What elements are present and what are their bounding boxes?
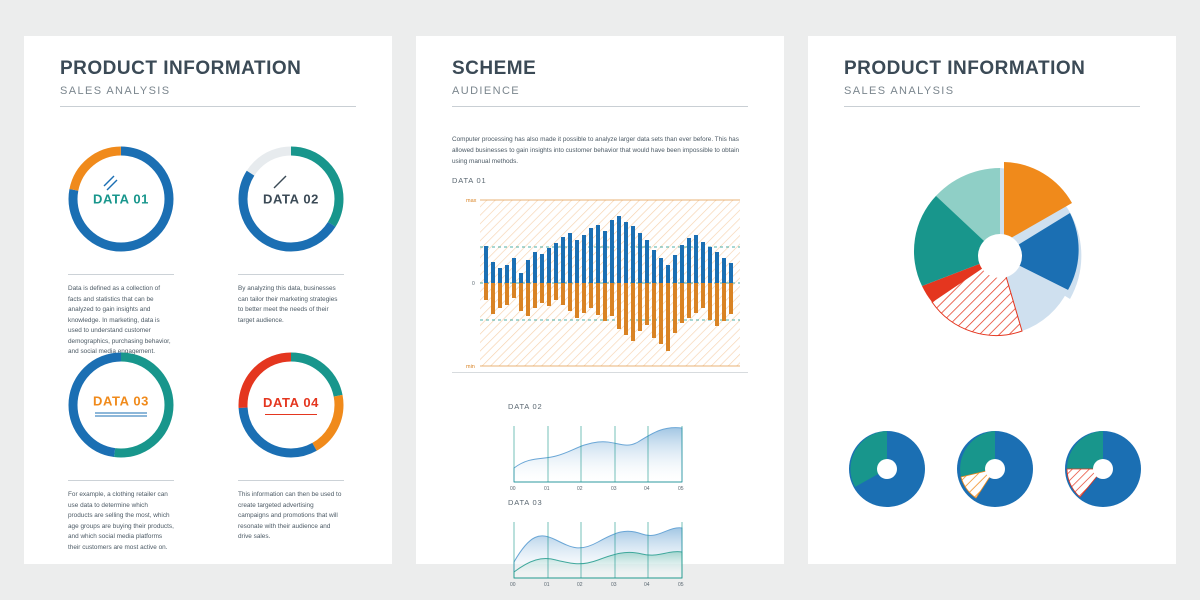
donut-underline-2 xyxy=(95,416,147,417)
area-chart-data-02 xyxy=(508,416,688,492)
donut-chart-data-01 xyxy=(62,140,180,258)
scheme-paragraph: Computer processing has also made it possible to analyze larger data sets than ever before. This has allowed businesses to gain insights into customer behavior that would have been impossible to obtain using manual methods. xyxy=(452,136,740,166)
donut-chart-data-02 xyxy=(232,140,350,258)
page-title: SCHEME xyxy=(452,58,537,79)
svg-text:05: 05 xyxy=(678,582,684,588)
cell-text-data-03: For example, a clothing retailer can use data to determine which products are selling the most, which age groups are buying their products, and which social media platforms their customers are most active on. xyxy=(68,480,174,553)
donut-chart-data-04 xyxy=(232,346,350,464)
svg-text:04: 04 xyxy=(644,486,650,492)
axis-label-zero: 0 xyxy=(472,281,475,287)
pie-chart-mini-3 xyxy=(1062,428,1144,510)
page-title: PRODUCT INFORMATION xyxy=(60,58,302,79)
pie-chart-mini-1 xyxy=(846,428,928,510)
svg-text:00: 00 xyxy=(510,582,516,588)
page-product-information-left xyxy=(24,36,392,564)
donut-label-data-01: DATA 01 xyxy=(93,191,149,207)
page-scheme xyxy=(416,36,784,588)
section-divider xyxy=(452,372,748,373)
svg-text:05: 05 xyxy=(678,486,684,492)
cell-text-data-01: Data is defined as a collection of facts and statistics that can be analyzed to gain insights and knowledge. In marketing, data is used to understand customer demographics, purchasing behavior, and social media engagement. xyxy=(68,274,174,358)
axis-label-min: min xyxy=(466,364,475,370)
cell-text-data-04: This information can then be used to create targeted advertising campaigns and promotions that will resonate with their audience and drive sales. xyxy=(238,480,344,543)
page1-header xyxy=(60,58,356,107)
donut-label-data-03: DATA 03 xyxy=(62,394,180,417)
pie-chart-main xyxy=(900,156,1100,356)
area-chart-data-03 xyxy=(508,512,688,588)
donut-label-data-04: DATA 04 xyxy=(232,395,350,415)
svg-text:01: 01 xyxy=(544,486,550,492)
pie-chart-mini-2 xyxy=(954,428,1036,510)
bar-chart-data-01 xyxy=(452,192,748,382)
donut-underline-3 xyxy=(265,414,317,415)
donut-label-data-02: DATA 02 xyxy=(263,191,319,207)
page-product-information-right xyxy=(808,36,1176,564)
donut-cell-data-03 xyxy=(46,346,196,553)
svg-text:01: 01 xyxy=(544,582,550,588)
axis-label-max: max xyxy=(466,198,477,204)
header-divider xyxy=(452,106,748,107)
cell-text-data-02: By analyzing this data, businesses can tailor their marketing strategies to better meet the needs of their target audience. xyxy=(238,274,344,326)
header-divider xyxy=(60,106,356,107)
page-title: PRODUCT INFORMATION xyxy=(844,58,1086,79)
chart-label-data-02: DATA 02 xyxy=(508,402,543,411)
donut-chart-data-03 xyxy=(62,346,180,464)
page-subtitle: SALES ANALYSIS xyxy=(844,85,955,97)
svg-text:02: 02 xyxy=(577,582,583,588)
page-subtitle: AUDIENCE xyxy=(452,85,521,97)
donut-cell-data-02 xyxy=(216,140,366,326)
chart-label-data-01: DATA 01 xyxy=(452,176,487,185)
page-subtitle: SALES ANALYSIS xyxy=(60,85,171,97)
page3-header xyxy=(844,58,1140,107)
chart-label-data-03: DATA 03 xyxy=(508,498,543,507)
svg-text:03: 03 xyxy=(611,582,617,588)
header-divider xyxy=(844,106,1140,107)
svg-text:04: 04 xyxy=(644,582,650,588)
page2-header xyxy=(452,58,748,107)
donut-cell-data-01 xyxy=(46,140,196,358)
svg-text:03: 03 xyxy=(611,486,617,492)
donut-underline-1 xyxy=(95,413,147,414)
donut-cell-data-04 xyxy=(216,346,366,543)
svg-text:00: 00 xyxy=(510,486,516,492)
svg-text:02: 02 xyxy=(577,486,583,492)
